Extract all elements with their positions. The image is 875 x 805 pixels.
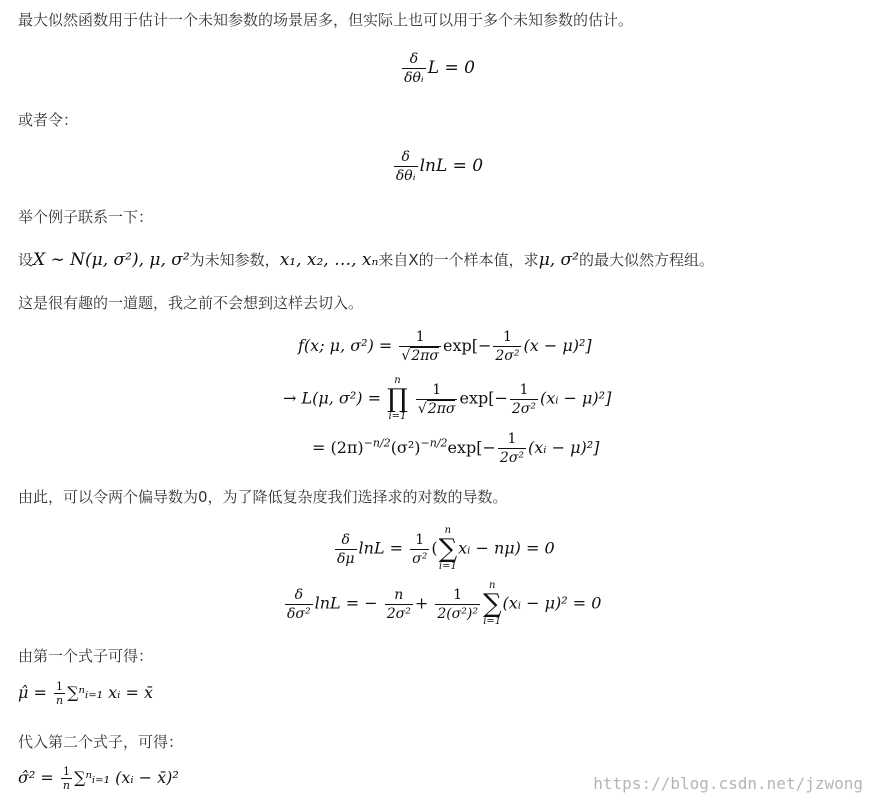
fraction-delta: $\frac{\delta}{\text{δθᵢ}}$ (395, 149, 416, 184)
watermark-url: https://blog.csdn.net/jzwong (593, 774, 863, 793)
equation-normal-pdf: f(x; μ, σ²) = $\frac{1}{√2\pi\sigma}$ exp[− $\frac{1}{\text{2σ²}}$ (x − μ)²] (298, 329, 592, 364)
paragraph-interesting: 这是很有趣的一道题，我之前不会想到这样去切入。 (18, 294, 364, 312)
sum-operator: n ∑ i=1 (438, 525, 458, 572)
equation-partial-sigma: $\frac{\delta}{\text{δσ²}}$ lnL = − $\frac{n}{\text{2σ²}}$ + $\frac{1}{\text{2(σ²)²}}$ n ∑ i=1 (xᵢ − μ)² = 0 (287, 580, 602, 627)
equation-derivative-L: $\frac{\delta}{\text{δθᵢ}}$ L = 0 (404, 51, 475, 86)
equation-derivative-lnL: $\frac{\delta}{\text{δθᵢ}}$ lnL = 0 (395, 149, 484, 184)
equation-likelihood: → L(μ, σ²) = n ∏ i=1 $\frac{1}{√2\pi\sigma}$ exp[− $\frac{1}{\text{2σ²}}$ (xᵢ − μ)²] (283, 375, 612, 422)
paragraph-problem-statement: 设X ∼ N(μ, σ²), μ, σ²为未知参数，x₁, x₂, …, xₙ来自X的一个样本值，求μ, σ²的最大似然方程组。 (18, 250, 714, 270)
paragraph-substitute: 代入第二个式子，可得： (18, 733, 184, 751)
paragraph-or-let: 或者令： (18, 111, 79, 129)
sum-operator: n ∑ i=1 (482, 580, 502, 627)
product-operator: n ∏ i=1 (387, 375, 408, 422)
fraction-delta: $\frac{\delta}{\text{δθᵢ}}$ (404, 51, 424, 86)
equation-sigma-hat: σ̂² = $\frac{1}{n}$ ∑ⁿᵢ₌₁ (xᵢ − x̄)² (18, 765, 179, 792)
paragraph-partial-derivatives: 由此，可以令两个偏导数为0，为了降低复杂度我们选择求的对数的导数。 (18, 488, 508, 506)
equation-likelihood-simplified: = $(2\pi)^{-n/2}(\sigma^2)^{-n/2}\exp[-$ $\frac{1}{\text{2σ²}}$ (xᵢ − μ)²] (312, 431, 600, 466)
paragraph-from-first: 由第一个式子可得： (18, 647, 154, 665)
equation-partial-mu: $\frac{\delta}{\delta\mu}$ lnL = $\frac{1}{\text{σ²}}$ ( n ∑ i=1 xᵢ − nμ) = 0 (337, 525, 555, 572)
equation-mu-hat: μ̂ = $\frac{1}{n}$ ∑ⁿᵢ₌₁ xᵢ = x̄ (18, 680, 153, 707)
paragraph-intro: 最大似然函数用于估计一个未知参数的场景居多，但实际上也可以用于多个未知参数的估计。 (18, 11, 634, 29)
paragraph-example: 举个例子联系一下： (18, 208, 154, 226)
